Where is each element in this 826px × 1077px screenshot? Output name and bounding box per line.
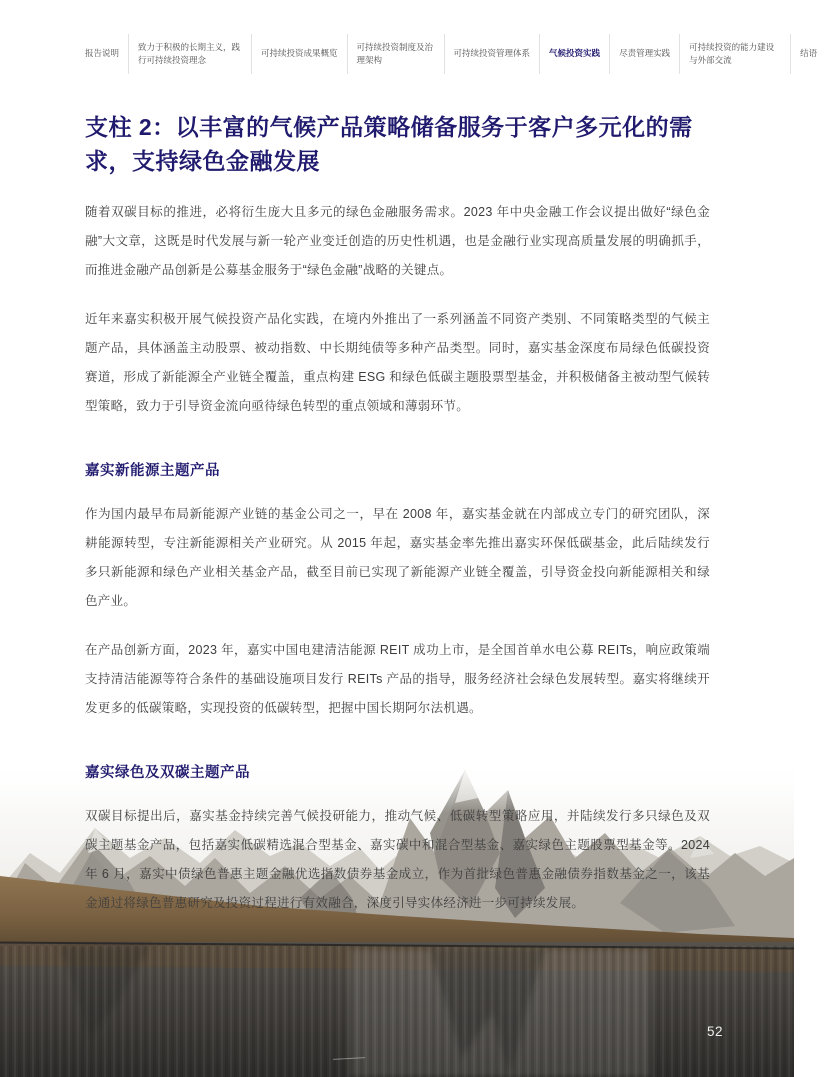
- nav-tab-capability-communication[interactable]: [680, 41, 790, 67]
- intro-paragraph-1: 随着双碳目标的推进，必将衍生庞大且多元的绿色金融服务需求。2023 年中央金融工作会议提出做好“绿色金融”大文章，这既是时代发展与新一轮产业变迁创造的历史性机遇，也是金融行业实现高质量发展的明确抓手，而推进金融产品创新是公募基金服务于“绿色金融”战略的关键点。: [85, 205, 710, 278]
- intro-paragraph-2: 近年来嘉实积极开展气候投资产品化实践，在境内外推出了一系列涵盖不同资产类别、不同策略类型的气候主题产品，具体涵盖主动股票、被动指数、中长期纯债等多种产品类型。同时，嘉实基金深度布局绿色低碳投资赛道，形成了新能源全产业链全覆盖，重点构建 ESG 和绿色低碳主题股票型基金，并积极储备主被动型气候转型策略，致力于引导资金流向亟待绿色转型的重点领域和薄弱环节。: [85, 312, 710, 414]
- nav-tab-label: 尽责管理实践: [619, 48, 671, 59]
- new-energy-paragraph-2: 在产品创新方面，2023 年，嘉实中国电建清洁能源 REIT 成功上市，是全国首单水电公募 REITs，响应政策端支持清洁能源等符合条件的基础设施项目发行 REITs 产品的指导，服务经济社会绿色发展转型。嘉实将继续开发更多的低碳策略，实现投资的低碳转型，把握中国长期阿尔法机遇。: [85, 643, 710, 716]
- section-heading-new-energy: 嘉实新能源主题产品: [85, 463, 220, 480]
- new-energy-paragraph-1: 作为国内最早布局新能源产业链的基金公司之一，早在 2008 年，嘉实基金就在内部成立专门的研究团队，深耕能源转型，专注新能源相关产业研究。从 2015 年起，嘉实基金率先推出嘉实环保低碳基金，此后陆续发行多只新能源和绿色产业相关基金产品，截至目前已实现了新能源产业链全覆盖，引导资金投向新能源相关和绿色产业。: [85, 507, 710, 609]
- section-heading-green-dual-carbon: 嘉实绿色及双碳主题产品: [85, 765, 250, 782]
- nav-tab-report-notes[interactable]: [85, 47, 128, 60]
- page-title: 支柱 2：以丰富的气候产品策略储备服务于客户多元化的需求，支持绿色金融发展: [85, 114, 693, 175]
- page-number: 52: [706, 1024, 723, 1039]
- green-dual-carbon-paragraph: 双碳目标提出后，嘉实基金持续完善气候投研能力，推动气候、低碳转型策略应用，并陆续发行多只绿色及双碳主题基金产品，包括嘉实低碳精选混合型基金、嘉实碳中和混合型基金、嘉实绿色主题股票型基金等。2024 年 6 月，嘉实中债绿色普惠主题金融优选指数债券基金成立，作为首批绿色普惠金融债券指数基金之一，该基金通过将绿色普惠研究及投资过程进行有效融合，深度引导实体经济进一步可持续发展。: [85, 809, 710, 911]
- nav-tab-label: 可持续投资管理体系: [453, 48, 531, 59]
- nav-tab-climate-investment[interactable]: [540, 47, 609, 60]
- nav-tab-governance[interactable]: [348, 41, 444, 67]
- nav-tab-label: 可持续投资的能力建设与外部交流: [689, 41, 775, 65]
- nav-tab-label: 报告说明: [85, 48, 120, 59]
- nav-tab-management-system[interactable]: [445, 47, 540, 60]
- article-body: [85, 96, 710, 918]
- nav-tab-results-overview[interactable]: [252, 47, 347, 60]
- nav-tab-label: 可持续投资制度及治理架构: [356, 41, 434, 65]
- nav-tab-conclusion[interactable]: [791, 47, 826, 60]
- nav-tab-label: 气候投资实践: [549, 48, 601, 59]
- nav-tab-label: 可持续投资成果概览: [261, 48, 338, 59]
- nav-tab-stewardship[interactable]: [610, 47, 679, 60]
- nav-tab-label: 结语: [800, 48, 818, 59]
- nav-tab-long-termism[interactable]: [129, 41, 251, 67]
- top-navigation: [85, 34, 818, 74]
- nav-tab-label: 致力于积极的长期主义，践行可持续投资理念: [138, 41, 241, 65]
